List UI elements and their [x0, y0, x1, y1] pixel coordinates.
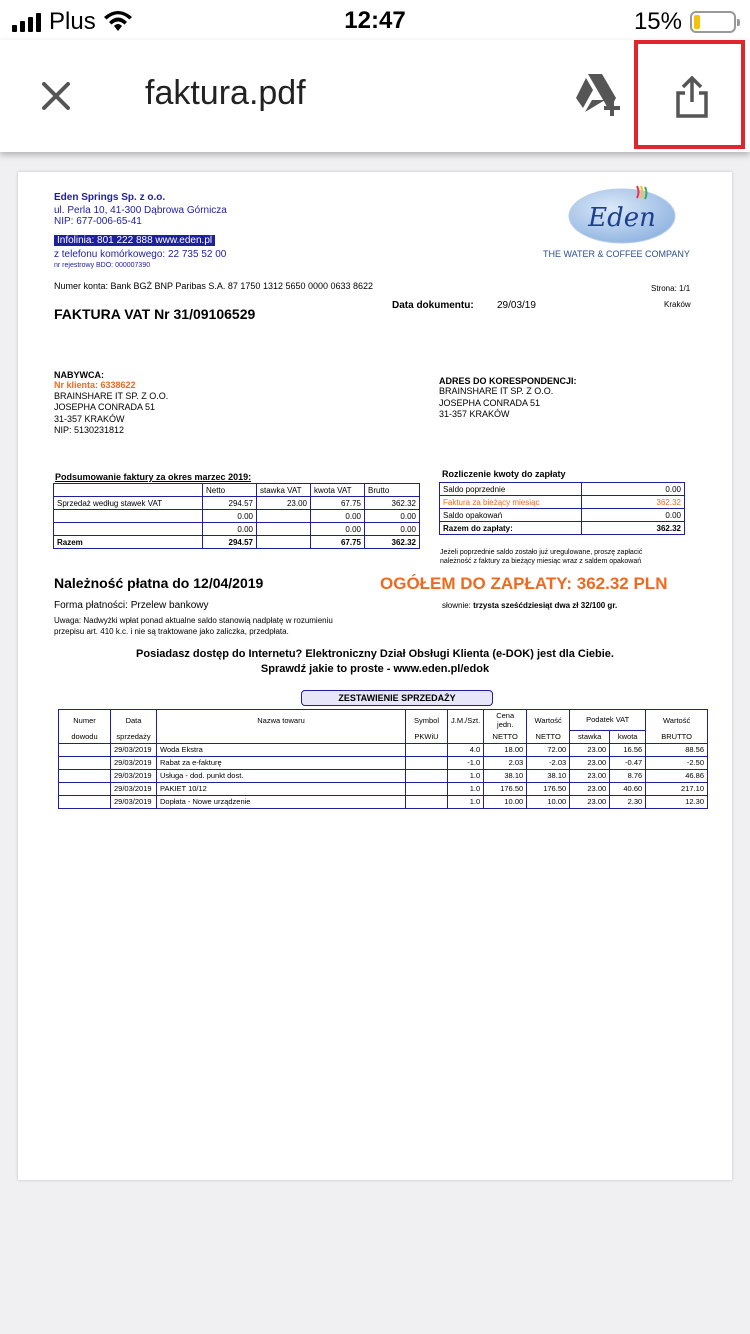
sales-summary-title: ZESTAWIENIE SPRZEDAŻY [301, 690, 493, 706]
promo-link: Sprawdź jakie to proste - www.eden.pl/edok [260, 663, 490, 675]
table-cell: -2.50 [646, 756, 708, 769]
correspondence-label: ADRES DO KORESPONDENCJI: [439, 376, 577, 386]
table-cell: Woda Ekstra [157, 743, 406, 756]
table-cell: stawka VAT [257, 484, 311, 497]
sales-table [58, 709, 708, 809]
status-bar [0, 0, 750, 40]
table-cell: 18.00 [484, 743, 527, 756]
table-cell: 294.57 [203, 497, 257, 510]
table-row [54, 510, 420, 523]
table-cell: 29/03/2019 [111, 782, 157, 795]
correspondence-line: BRAINSHARE IT SP. Z O.O. [439, 386, 554, 396]
table-cell: 176.50 [527, 782, 570, 795]
buyer-line: 31-357 KRAKÓW [54, 414, 125, 424]
table-cell: Wartość [527, 710, 570, 731]
carrier-name: Plus [49, 8, 96, 35]
share-button[interactable] [634, 40, 745, 149]
overpayment-note: Uwaga: Nadwyżki wpłat ponad aktualne saldo stanowią nadpłatę w rozumieniu [54, 616, 333, 625]
total-to-pay: OGÓŁEM DO ZAPŁATY: 362.32 PLN [380, 574, 668, 593]
table-cell: 0.00 [203, 523, 257, 536]
table-cell: 362.32 [582, 522, 685, 535]
table-cell: Symbol [406, 710, 448, 731]
table-cell: 0.00 [582, 509, 685, 522]
table-cell: -2.03 [527, 756, 570, 769]
table-cell: 23.00 [570, 782, 610, 795]
buyer-line: JOSEPHA CONRADA 51 [54, 402, 156, 412]
settlement-title: Rozliczenie kwoty do zapłaty [442, 469, 566, 479]
table-cell: Faktura za bieżący miesiąc [440, 496, 582, 509]
table-cell: 0.00 [311, 510, 365, 523]
table-cell: Data [111, 710, 157, 731]
table-cell: BRUTTO [646, 730, 708, 743]
table-cell [59, 743, 111, 756]
table-cell: NETTO [484, 730, 527, 743]
table-cell: 0.00 [582, 483, 685, 496]
table-cell: Sprzedaż według stawek VAT [54, 497, 203, 510]
table-total-row [440, 522, 685, 535]
table-cell [406, 782, 448, 795]
table-cell: 0.00 [203, 510, 257, 523]
table-cell [59, 782, 111, 795]
correspondence-line: JOSEPHA CONRADA 51 [439, 398, 541, 408]
table-cell: 67.75 [311, 536, 365, 549]
table-cell: Rabat za e-fakturę [157, 756, 406, 769]
table-cell: 38.10 [527, 769, 570, 782]
table-cell: Cena jedn. [484, 710, 527, 731]
table-cell: 23.00 [570, 795, 610, 808]
table-cell: 217.10 [646, 782, 708, 795]
table-cell: Usługa - dod. punkt dost. [157, 769, 406, 782]
table-cell: 362.32 [365, 497, 420, 510]
table-cell: 0.00 [311, 523, 365, 536]
table-cell [54, 484, 203, 497]
company-name: Eden Springs Sp. z o.o. [54, 192, 166, 203]
logo-text: Eden [588, 203, 656, 233]
buyer-line: BRAINSHARE IT SP. Z O.O. [54, 391, 169, 401]
infoline: Infolinia: 801 222 888 www.eden.pl [54, 235, 215, 246]
table-cell: 176.50 [484, 782, 527, 795]
table-header-row [59, 710, 708, 731]
table-row [440, 496, 685, 509]
table-cell: 23.00 [570, 769, 610, 782]
table-cell: Saldo poprzednie [440, 483, 582, 496]
table-cell [257, 536, 311, 549]
table-cell: 1.0 [448, 782, 484, 795]
table-cell [54, 510, 203, 523]
table-cell [406, 756, 448, 769]
table-header-row [54, 484, 420, 497]
mobile-phone: z telefonu komórkowego: 22 735 52 00 [54, 249, 227, 260]
table-cell: 362.32 [582, 496, 685, 509]
page-number: Strona: 1/1 [651, 284, 691, 293]
table-row [59, 782, 708, 795]
table-cell [406, 769, 448, 782]
table-cell: Podatek VAT [570, 710, 646, 731]
payment-form: Forma płatności: Przelew bankowy [54, 600, 209, 611]
promo-line: Posiadasz dostęp do Internetu? Elektroniczny Dział Obsługi Klienta (e-DOK) jest dla Ciebie. [136, 648, 614, 660]
table-row [440, 509, 685, 522]
table-cell: Nazwa towaru [157, 710, 406, 731]
drive-add-icon [572, 70, 624, 118]
clock: 12:47 [344, 7, 406, 34]
table-cell [54, 523, 203, 536]
table-cell: 23.00 [570, 743, 610, 756]
table-cell: 29/03/2019 [111, 795, 157, 808]
company-address: ul. Perla 10, 41-300 Dąbrowa Górnicza [54, 205, 227, 216]
table-cell: 0.00 [365, 523, 420, 536]
table-cell [157, 730, 406, 743]
summary-title: Podsumowanie faktury za okres marzec 2019: [55, 472, 252, 482]
table-cell [406, 743, 448, 756]
table-cell: 2.30 [610, 795, 646, 808]
table-cell [448, 730, 484, 743]
table-cell: 40.60 [610, 782, 646, 795]
amount-in-words: słownie: trzysta sześćdziesiąt dwa zł 32/100 gr. [442, 601, 618, 610]
bdo-number: nr rejestrowy BDO: 000007390 [54, 262, 151, 269]
share-icon [674, 76, 710, 118]
table-cell [257, 510, 311, 523]
table-cell: 23.00 [257, 497, 311, 510]
table-cell [257, 523, 311, 536]
table-cell: 0.00 [365, 510, 420, 523]
client-number: Nr klienta: 6338622 [54, 380, 136, 390]
table-cell: Brutto [365, 484, 420, 497]
settlement-note: Jeżeli poprzednie saldo zostało już uregulowane, proszę zapłacić [440, 549, 643, 556]
table-cell: Razem [54, 536, 203, 549]
table-cell: kwota [610, 730, 646, 743]
table-cell [59, 795, 111, 808]
table-cell: 23.00 [570, 756, 610, 769]
table-total-row [54, 536, 420, 549]
table-cell: 10.00 [484, 795, 527, 808]
table-cell: 12.30 [646, 795, 708, 808]
table-cell: 2.03 [484, 756, 527, 769]
table-header-row [59, 730, 708, 743]
table-cell [59, 756, 111, 769]
table-row [59, 756, 708, 769]
table-cell: Numer [59, 710, 111, 731]
table-cell: NETTO [527, 730, 570, 743]
table-cell: Saldo opakowań [440, 509, 582, 522]
battery-percent: 15% [633, 8, 682, 35]
table-cell: kwota VAT [311, 484, 365, 497]
close-button[interactable] [36, 76, 76, 116]
table-cell: Dopłata - Nowe urządzenie [157, 795, 406, 808]
document-title: faktura.pdf [145, 74, 306, 112]
table-cell [59, 769, 111, 782]
table-row [59, 769, 708, 782]
doc-date-label: Data dokumentu: [392, 300, 474, 311]
table-cell: 88.56 [646, 743, 708, 756]
correspondence-line: 31-357 KRAKÓW [439, 409, 510, 419]
table-cell: 4.0 [448, 743, 484, 756]
table-cell: 1.0 [448, 795, 484, 808]
table-row [54, 523, 420, 536]
viewer-toolbar [0, 40, 750, 152]
table-cell: 29/03/2019 [111, 743, 157, 756]
doc-date: 29/03/19 [497, 300, 536, 311]
table-cell: 38.10 [484, 769, 527, 782]
table-cell: 362.32 [365, 536, 420, 549]
table-cell: -0.47 [610, 756, 646, 769]
settlement-table [439, 482, 685, 535]
table-cell: stawka [570, 730, 610, 743]
table-cell: 16.56 [610, 743, 646, 756]
eden-logo [567, 182, 677, 244]
table-cell [406, 795, 448, 808]
company-nip: NIP: 677-006-65-41 [54, 216, 142, 227]
table-cell: 72.00 [527, 743, 570, 756]
battery-icon [690, 11, 736, 33]
company-tagline: THE WATER & COFFEE COMPANY [543, 249, 690, 259]
pdf-page [18, 172, 732, 1180]
table-cell: 67.75 [311, 497, 365, 510]
table-cell: 29/03/2019 [111, 769, 157, 782]
settlement-note: należność z faktury za bieżący miesiąc wraz z saldem opakowań [440, 558, 642, 565]
table-row [440, 483, 685, 496]
table-cell: -1.0 [448, 756, 484, 769]
due-date: Należność płatna do 12/04/2019 [54, 575, 264, 591]
table-cell: 46.86 [646, 769, 708, 782]
table-cell: 1.0 [448, 769, 484, 782]
overpayment-note: przepisu art. 410 k.c. i nie są traktowane jako zaliczka, przedpłata. [54, 627, 289, 636]
table-cell: 294.57 [203, 536, 257, 549]
summary-table [53, 483, 420, 549]
table-cell: Wartość [646, 710, 708, 731]
table-cell: 29/03/2019 [111, 756, 157, 769]
table-cell: dowodu [59, 730, 111, 743]
table-cell: sprzedaży [111, 730, 157, 743]
add-to-drive-button[interactable] [572, 70, 624, 118]
table-cell: 10.00 [527, 795, 570, 808]
buyer-label: NABYWCA: [54, 370, 104, 380]
city: Kraków [664, 300, 691, 309]
table-cell: PAKIET 10/12 [157, 782, 406, 795]
table-row [54, 497, 420, 510]
buyer-line: NIP: 5130231812 [54, 425, 125, 435]
table-cell: 8.76 [610, 769, 646, 782]
table-cell: PKWiU [406, 730, 448, 743]
table-cell: J.M./Szt. [448, 710, 484, 731]
invoice-title: FAKTURA VAT Nr 31/09106529 [54, 306, 256, 322]
table-row [59, 743, 708, 756]
bank-account: Numer konta: Bank BGŻ BNP Paribas S.A. 87 1750 1312 5650 0000 0633 8622 [54, 281, 374, 291]
table-cell: Netto [203, 484, 257, 497]
table-row [59, 795, 708, 808]
table-cell: Razem do zapłaty: [440, 522, 582, 535]
close-icon [36, 76, 76, 116]
